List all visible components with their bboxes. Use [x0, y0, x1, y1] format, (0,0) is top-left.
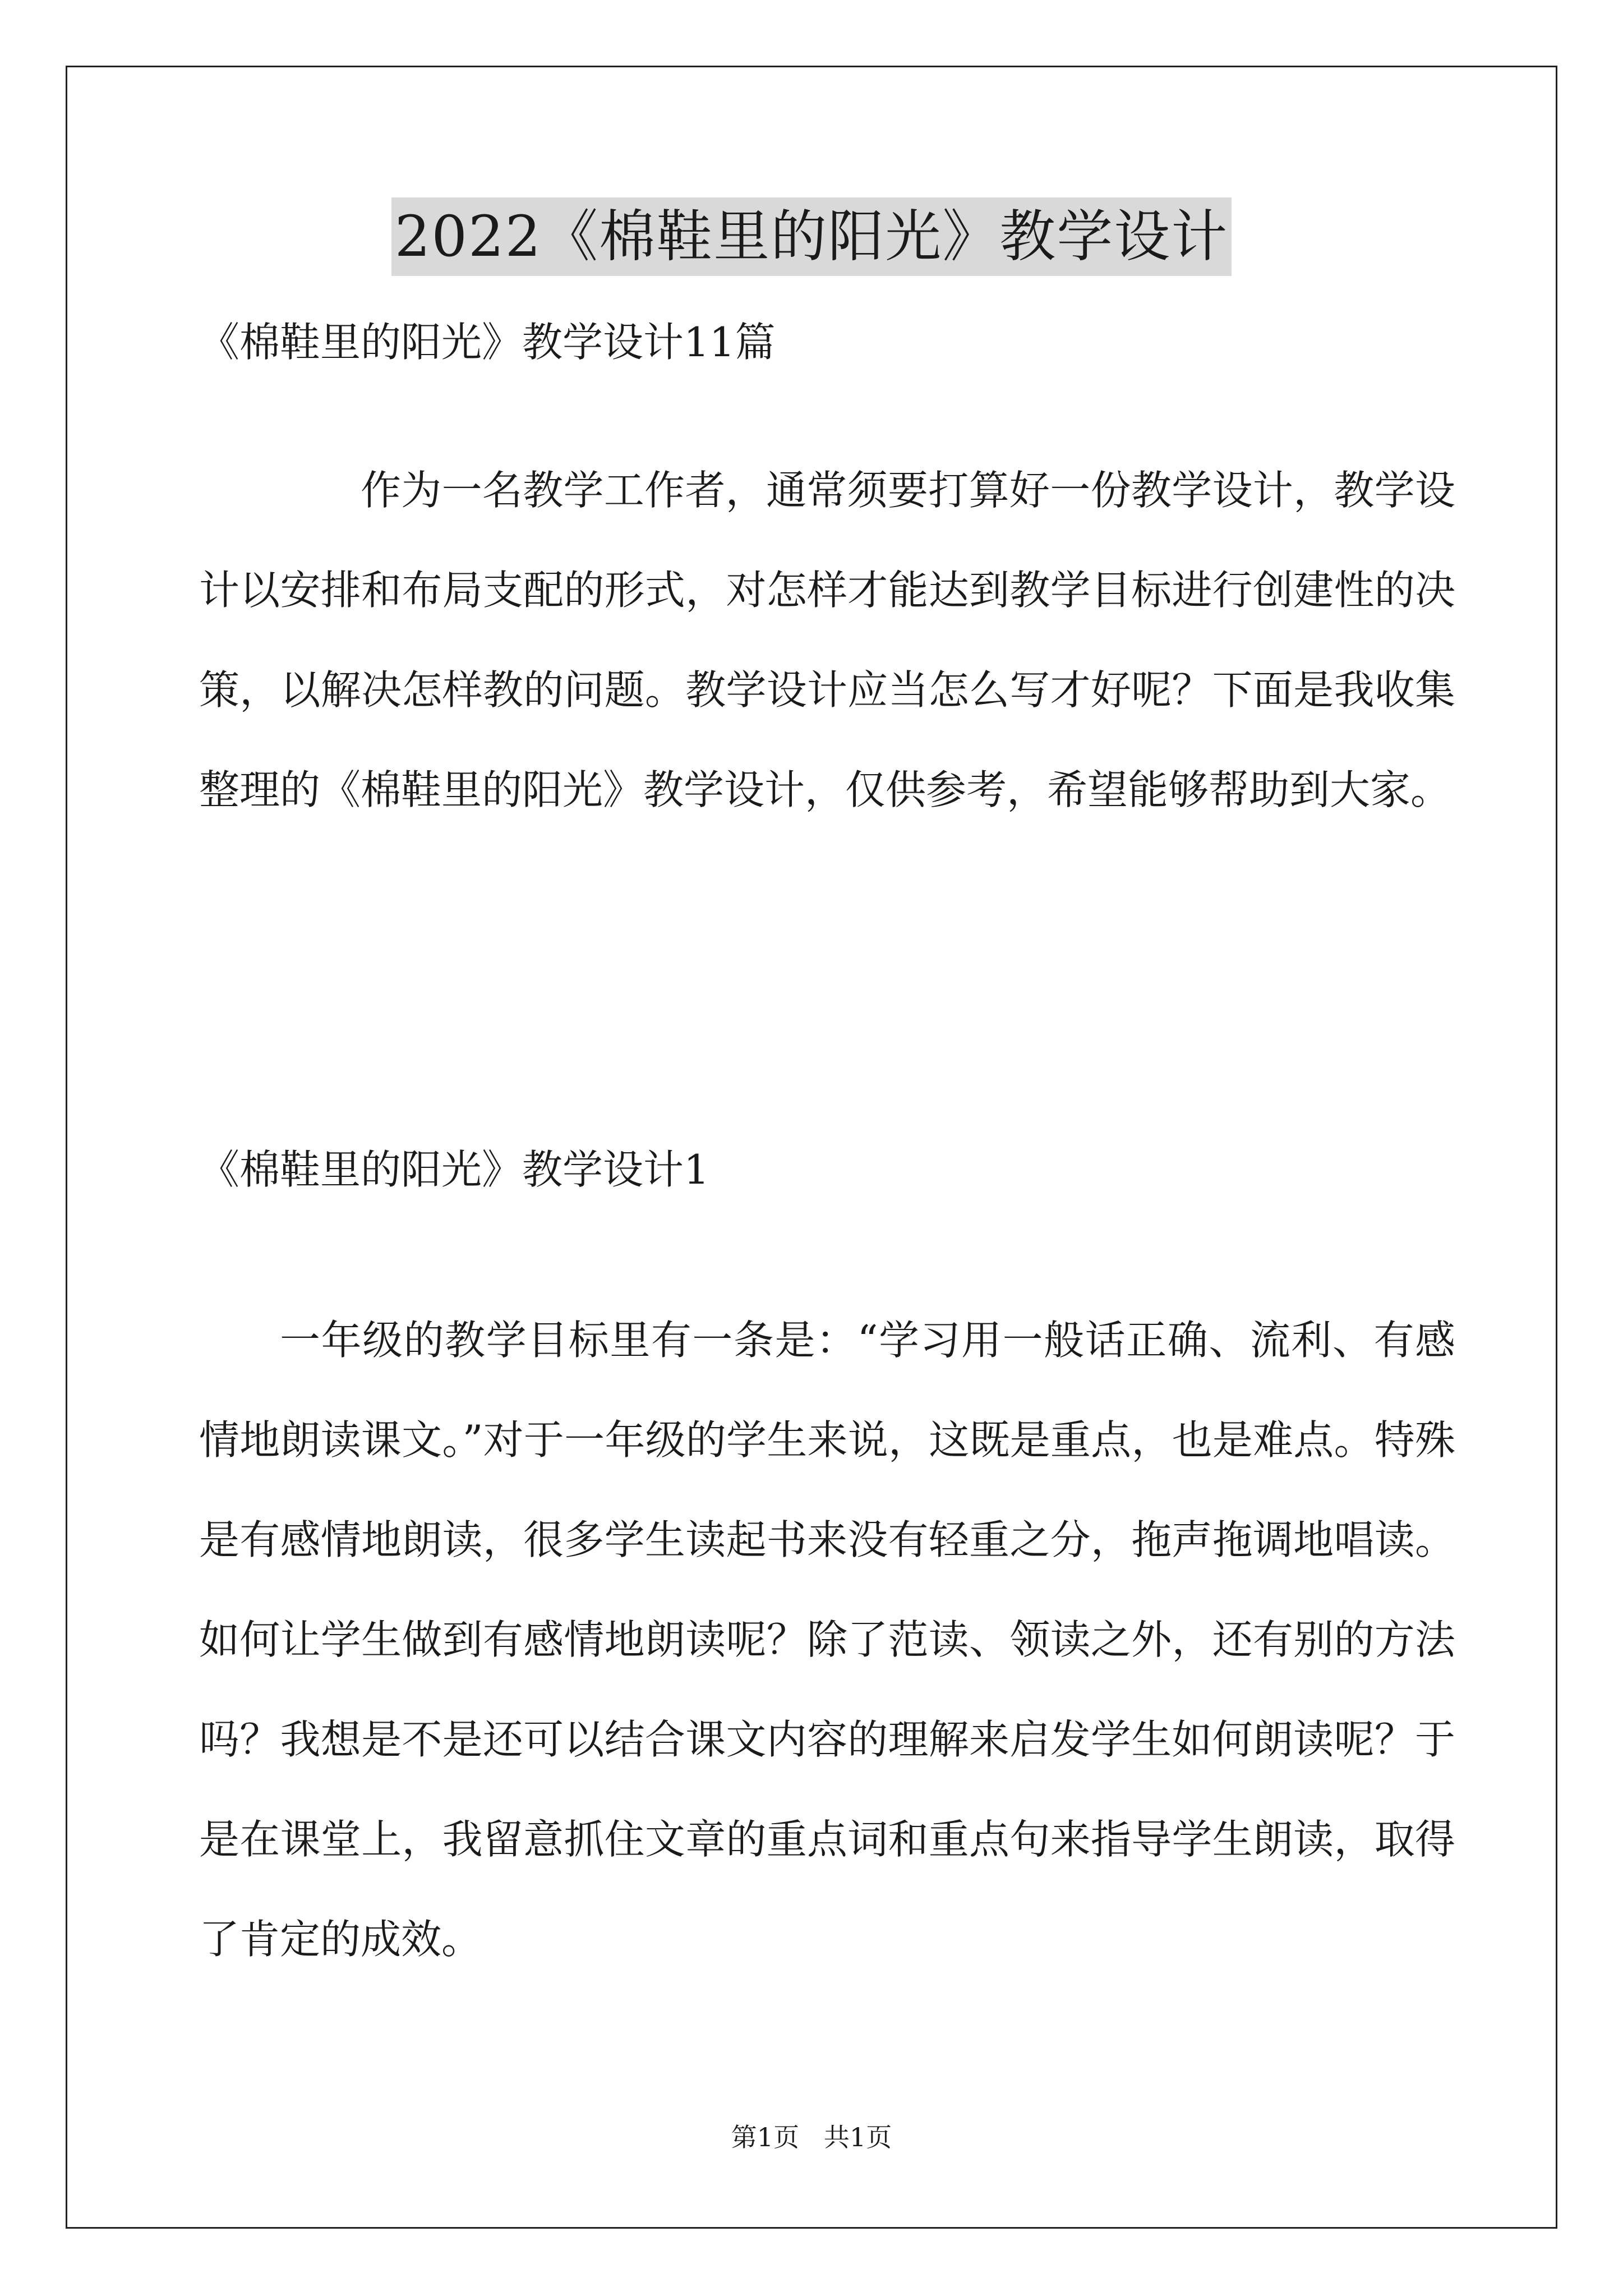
page-number: 第1页 共1页 [731, 2122, 892, 2152]
intro-paragraph: 作为一名教学工作者，通常须要打算好一份教学设计，教学设计以安排和布局支配的形式，对怎样才能达到教学目标进行创建性的决策，以解决怎样教的问题。教学设计应当怎么写才好呢？下面是我收集整理的《棉鞋里的阳光》教学设计，仅供参考，希望能够帮助到大家。 [199, 467, 1455, 813]
body-paragraph: 一年级的教学目标里有一条是：“学习用一般话正确、流利、有感情地朗读课文。”对于一年级的学生来说，这既是重点，也是难点。特殊是有感情地朗读，很多学生读起书来没有轻重之分，拖声拖调地唱读。如何让学生做到有感情地朗读呢？除了范读、领读之外，还有别的方法吗？我想是不是还可以结合课文内容的理解来启发学生如何朗读呢？于是在课堂上，我留意抓住文章的重点词和重点句来指导学生朗读，取得了肯定的成效。 [199, 1317, 1455, 1963]
document-title: 2022《棉鞋里的阳光》教学设计 [391, 197, 1232, 276]
section-heading: 《棉鞋里的阳光》教学设计1 [199, 1146, 709, 1193]
document-subtitle: 《棉鞋里的阳光》教学设计11篇 [199, 319, 776, 366]
page-footer [0, 2120, 1623, 2154]
title-container [0, 197, 1623, 276]
